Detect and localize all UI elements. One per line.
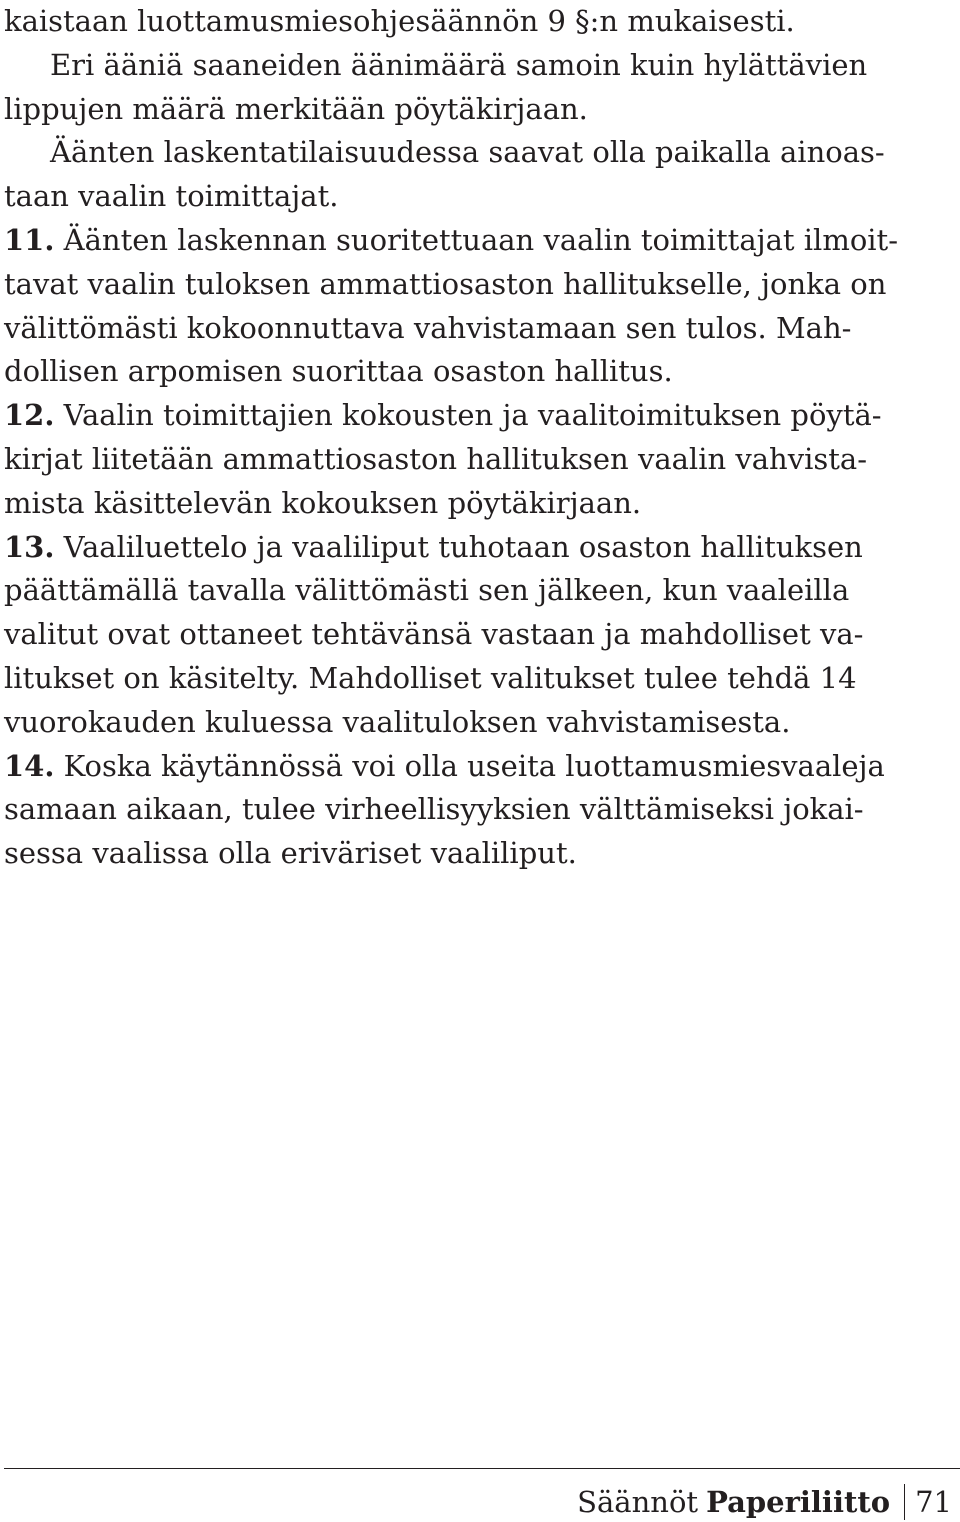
section-number: 14. <box>4 748 55 783</box>
page-number: 71 <box>915 1485 952 1519</box>
text-line: valitut ovat ottaneet tehtävänsä vastaan ja mahdolliset va- <box>4 617 864 652</box>
paragraph-12: 12. Vaalin toimittajien kokousten ja vaalitoimituksen pöytä- <box>4 398 882 433</box>
footer-brand: Paperiliitto <box>706 1485 891 1519</box>
text-line: välittömästi kokoonnuttava vahvistamaan sen tulos. Mah- <box>4 310 852 345</box>
section-number: 11. <box>4 222 55 257</box>
text-line: sessa vaalissa olla eriväriset vaaliliput. <box>4 836 577 871</box>
footer-section-label: Säännöt <box>577 1485 699 1519</box>
footer-separator <box>904 1484 905 1520</box>
text-line: mista käsittelevän kokouksen pöytäkirjaan. <box>4 485 642 520</box>
section-number: 13. <box>4 529 55 564</box>
section-number: 12. <box>4 398 55 433</box>
document-body <box>4 0 954 876</box>
footer-divider <box>4 1468 960 1469</box>
text-line: Eri ääniä saaneiden äänimäärä samoin kuin hylättävien <box>50 47 868 82</box>
text-line: taan vaalin toimittajat. <box>4 179 339 214</box>
text-line: lippujen määrä merkitään pöytäkirjaan. <box>4 91 588 126</box>
text-line: Äänten laskentatilaisuudessa saavat olla paikalla ainoas- <box>50 135 885 170</box>
text-line: kaistaan luottamusmiesohjesäännön 9 §:n mukaisesti. <box>4 4 795 38</box>
text-line: vuorokauden kuluessa vaalituloksen vahvistamisesta. <box>4 704 791 739</box>
text-line: kirjat liitetään ammattiosaston hallituksen vaalin vahvista- <box>4 441 867 476</box>
paragraph-13: 13. Vaaliluettelo ja vaaliliput tuhotaan osaston hallituksen <box>4 529 863 564</box>
text-line: samaan aikaan, tulee virheellisyyksien välttämiseksi jokai- <box>4 792 864 827</box>
text-line: päättämällä tavalla välittömästi sen jälkeen, kun vaaleilla <box>4 573 850 608</box>
text-line: dollisen arpomisen suorittaa osaston hallitus. <box>4 354 673 389</box>
paragraph-14: 14. Koska käytännössä voi olla useita luottamusmiesvaaleja <box>4 748 885 783</box>
paragraph-11: 11. Äänten laskennan suoritettuaan vaalin toimittajat ilmoit- <box>4 222 899 257</box>
text-line: tavat vaalin tuloksen ammattiosaston hallitukselle, jonka on <box>4 266 887 301</box>
text-line: litukset on käsitelty. Mahdolliset valitukset tulee tehdä 14 <box>4 660 857 695</box>
page-footer <box>577 1482 952 1522</box>
